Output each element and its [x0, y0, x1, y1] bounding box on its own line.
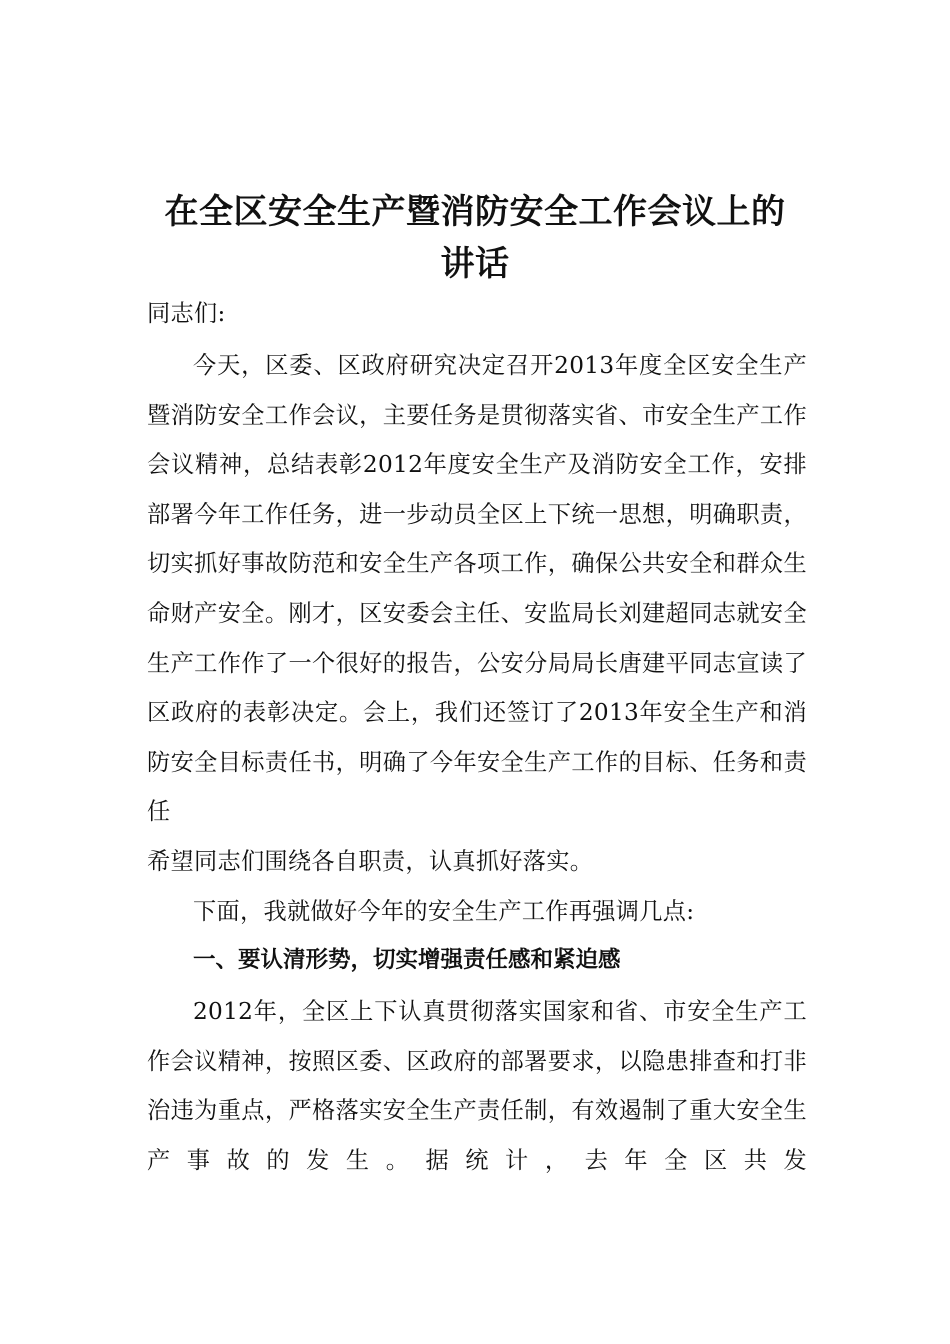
document-title-line1: 在全区安全生产暨消防安全工作会议上的 [164, 192, 786, 232]
salutation: 同志们: [147, 300, 226, 327]
paragraph-opening: 今天，区委、区政府研究决定召开2013年度全区安全生产暨消防安全工作会议，主要任务是贯彻落实省、市安全生产工作会议精神，总结表彰2012年度安全生产及消防安全工作，安排部署今年工作任务，进一步动员全区上下统一思想，明确职责，切实抓好事故防范和安全生产各项工作，确保公共安全和群众生命财产安全。刚才，区安委会主任、安监局长刘建超同志就安全生产工作作了一个很好的报告，公安分局局长唐建平同志宣读了区政府的表彰决定。会上，我们还签订了2013年安全生产和消防安全目标责任书，明确了今年安全生产工作的目标、任务和责任 [147, 352, 807, 826]
section-heading-1: 一、要认清形势，切实增强责任感和紧迫感 [193, 947, 621, 973]
document-title-line2: 讲话 [440, 244, 510, 284]
paragraph-section-1: 2012年，全区上下认真贯彻落实国家和省、市安全生产工作会议精神，按照区委、区政府的部署要求，以隐患排查和打非治违为重点，严格落实安全生产责任制，有效遏制了重大安全生产事故的发生。据统计，去年全区共发 [147, 998, 807, 1174]
paragraph-transition: 下面，我就做好今年的安全生产工作再强调几点: [193, 898, 695, 925]
paragraph-opening-closing-line: 希望同志们围绕各自职责，认真抓好落实。 [147, 848, 594, 875]
